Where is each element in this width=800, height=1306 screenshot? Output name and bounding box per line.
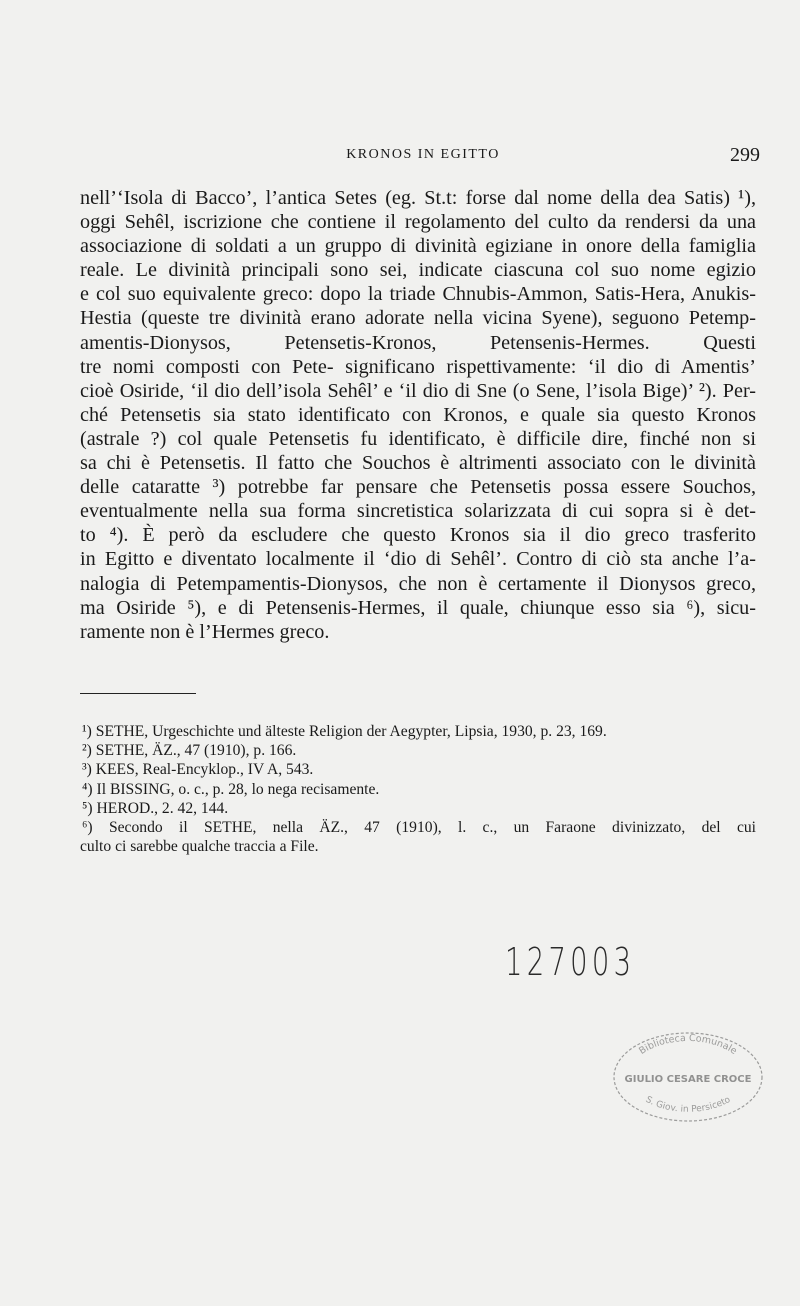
- running-head: [78, 144, 768, 168]
- footnote-4: ⁴) Il BISSING, o. c., p. 28, lo nega recisamente.: [82, 780, 380, 798]
- body-paragraph: [80, 186, 756, 644]
- stamp-middle-text: GIULIO CESARE CROCE: [624, 1074, 752, 1085]
- footnotes: [80, 722, 756, 856]
- handwritten-inventory-number: 127003: [505, 940, 636, 984]
- body-line: delle cataratte ³) potrebbe far pensare che Petensetis possa essere Souchos,: [80, 476, 756, 499]
- footnote-6-continuation: culto ci sarebbe qualche traccia a File.: [80, 838, 319, 856]
- page-number: 299: [730, 144, 760, 166]
- body-line: Hestia (queste tre divinità erano adorate nella vicina Syene), seguono Petemp-: [80, 307, 756, 330]
- body-line: nell’‘Isola di Bacco’, l’antica Setes (eg. St.t: forse dal nome della dea Satis) ¹),: [80, 187, 756, 209]
- body-line: to ⁴). È però da escludere che questo Kronos sia il dio greco trasferito: [80, 524, 756, 547]
- stamp-top-text: Biblioteca Comunale: [637, 1032, 739, 1057]
- body-line: reale. Le divinità principali sono sei, indicate ciascuna col suo nome egizio: [80, 259, 756, 282]
- body-line: oggi Sehêl, iscrizione che contiene il regolamento del culto da rendersi da una: [80, 211, 756, 234]
- body-line: ramente non è l’Hermes greco.: [80, 620, 330, 643]
- body-line: sa chi è Petensetis. Il fatto che Souchos è altrimenti associato con le divinità: [80, 452, 756, 475]
- footnote-3: ³) KEES, Real-Encyklop., IV A, 543.: [82, 761, 314, 779]
- body-line: ché Petensetis sia stato identificato con Kronos, e quale sia questo Kronos: [80, 403, 756, 426]
- running-title: KRONOS IN EGITTO: [346, 147, 500, 162]
- library-stamp: [608, 1025, 768, 1125]
- footnote-6: ⁶) Secondo il SETHE, nella ÄZ., 47 (1910), l. c., un Faraone divinizzato, del cui: [82, 819, 756, 837]
- body-line: cioè Osiride, ‘il dio dell’isola Sehêl’ e ‘il dio di Sne (o Sene, l’isola Bige)’ ²). Per-: [80, 379, 756, 402]
- body-line: (astrale ?) col quale Petensetis fu identificato, è difficile dire, finché non si: [80, 427, 756, 450]
- footnote-2: ²) SETHE, ÄZ., 47 (1910), p. 166.: [82, 742, 297, 760]
- body-line: e col suo equivalente greco: dopo la triade Chnubis-Ammon, Satis-Hera, Anukis-: [80, 283, 756, 306]
- stamp-bottom-text: S. Giov. in Persiceto: [643, 1094, 733, 1115]
- body-line: tre nomi composti con Pete- significano rispettivamente: ‘il dio di Amentis’: [80, 355, 756, 378]
- body-line: associazione di soldati a un gruppo di divinità egiziane in onore della famiglia: [80, 235, 756, 258]
- footnote-5: ⁵) HEROD., 2. 42, 144.: [82, 799, 229, 817]
- body-line: nalogia di Petempamentis-Dionysos, che non è certamente il Dionysos greco,: [80, 572, 756, 595]
- body-line: in Egitto e diventato localmente il ‘dio di Sehêl’. Contro di ciò sta anche l’a-: [80, 548, 756, 571]
- footnote-separator: [80, 693, 196, 694]
- body-line: eventualmente nella sua forma sincretistica solarizzata di cui sopra si è det-: [80, 500, 756, 523]
- body-line: amentis-Dionysos, Petensetis-Kronos, Petensenis-Hermes. Questi: [80, 331, 756, 354]
- footnote-1: ¹) SETHE, Urgeschichte und älteste Religion der Aegypter, Lipsia, 1930, p. 23, 169.: [82, 723, 607, 740]
- body-line: ma Osiride ⁵), e di Petensenis-Hermes, il quale, chiunque esso sia ⁶), sicu-: [80, 596, 756, 619]
